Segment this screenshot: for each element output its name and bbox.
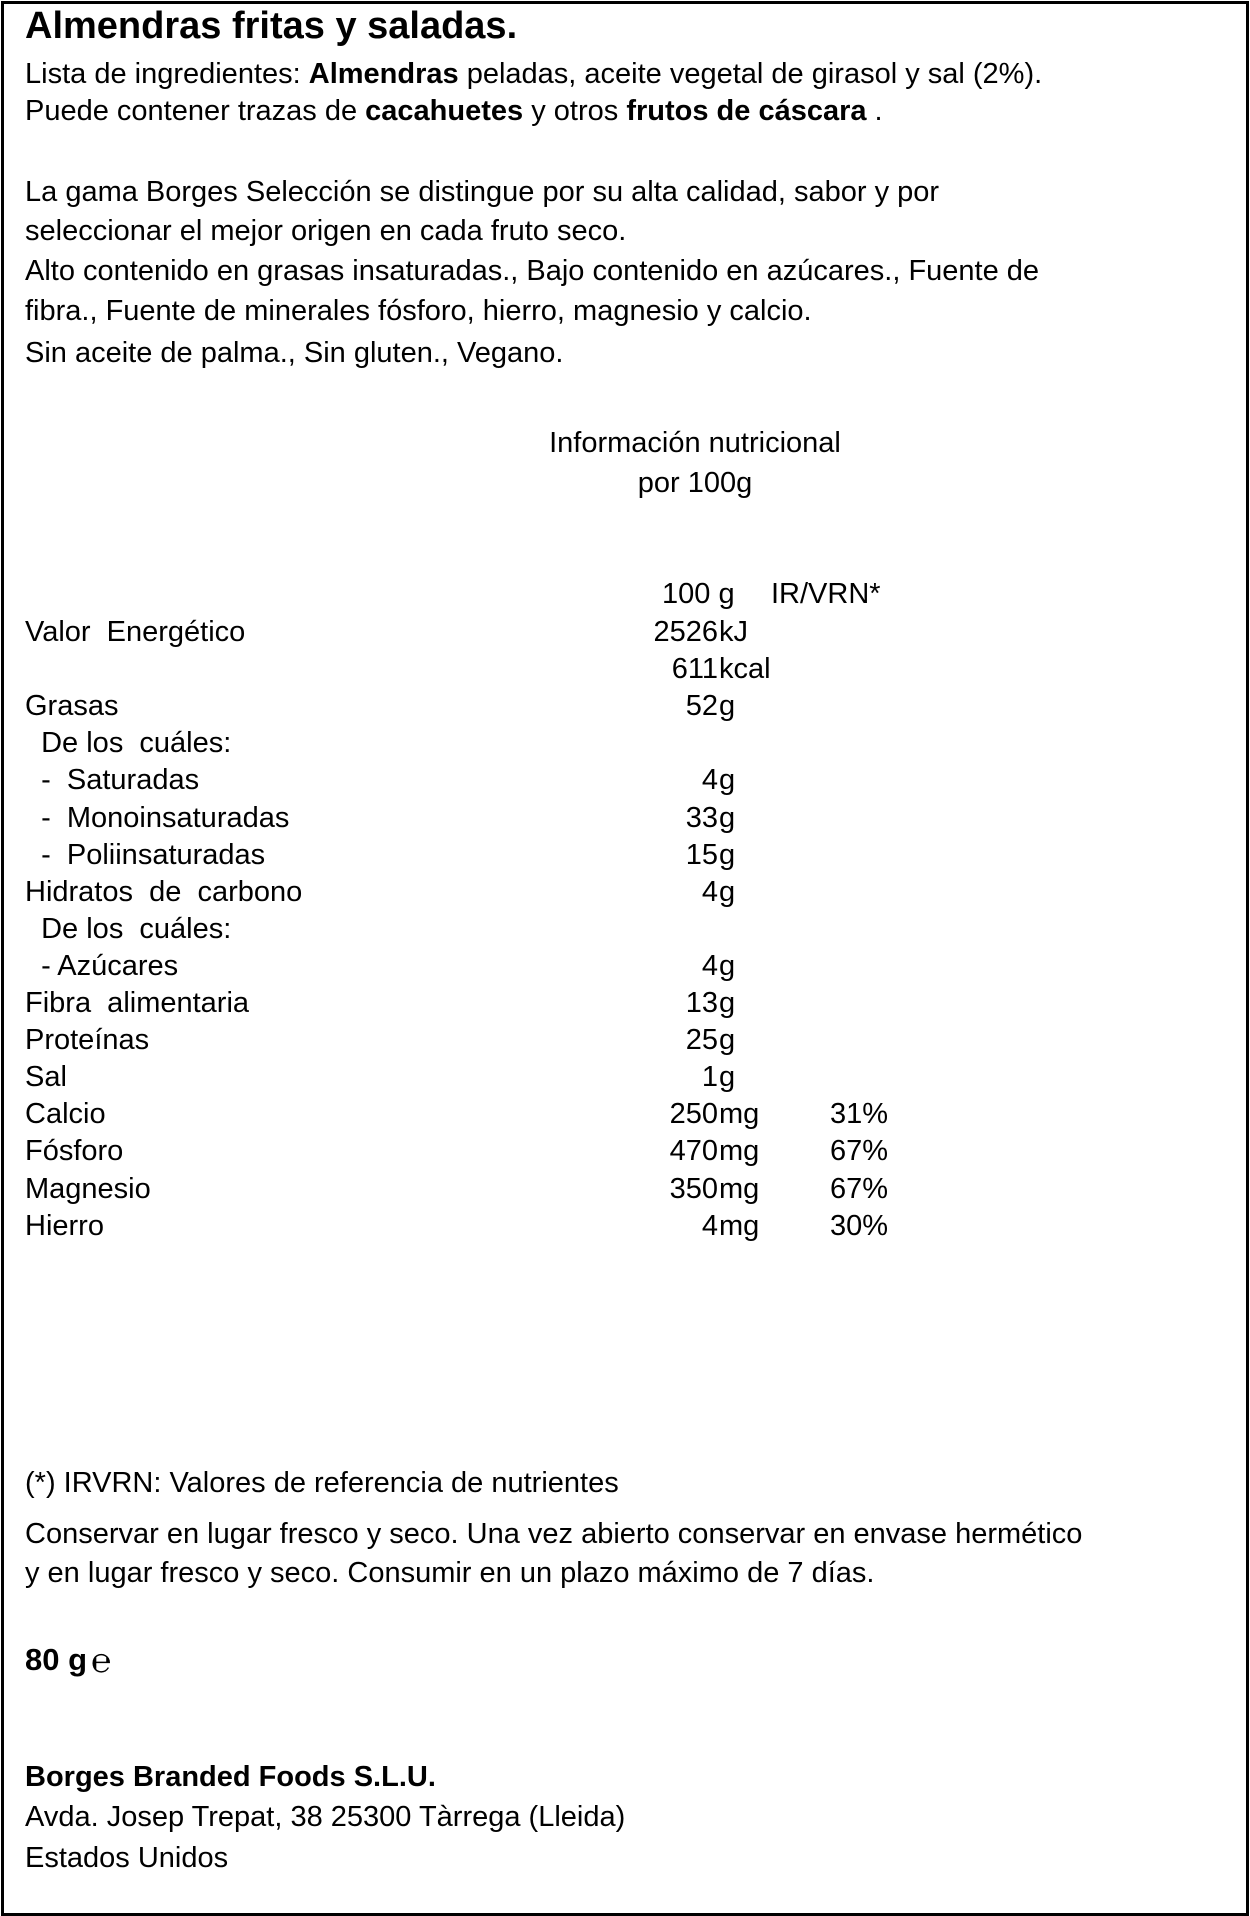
allergen-peanuts: cacahuetes xyxy=(365,95,524,127)
nutrient-label: Grasas xyxy=(25,690,119,722)
nutrient-label: Hierro xyxy=(25,1210,104,1242)
company-address: Avda. Josep Trepat, 38 25300 Tàrrega (Lleida) xyxy=(25,1801,626,1833)
nutrient-label: Calcio xyxy=(25,1098,106,1130)
nutrient-label: Fibra alimentaria xyxy=(25,987,250,1019)
nutrient-value: 4 xyxy=(701,764,718,796)
nutrient-label: Sal xyxy=(25,1061,67,1093)
nutrient-unit: g xyxy=(719,1061,736,1093)
company-name: Borges Branded Foods S.L.U. xyxy=(25,1761,436,1793)
nutrient-ir-percent: 31% xyxy=(830,1098,889,1130)
nutrient-unit: mg xyxy=(719,1210,760,1242)
nutrient-unit: g xyxy=(719,876,736,908)
description-line-5: Sin aceite de palma., Sin gluten., Vegano. xyxy=(25,337,564,369)
nutrient-value: 15 xyxy=(685,839,718,871)
nutrient-value: 4 xyxy=(701,1210,718,1242)
nutrient-unit: kJ xyxy=(719,616,748,648)
net-weight xyxy=(25,1640,111,1681)
description-line-2: seleccionar el mejor origen en cada fruto seco. xyxy=(25,215,627,247)
allergens-end: . xyxy=(866,95,883,127)
nutrient-ir-percent: 67% xyxy=(830,1173,889,1205)
nutrient-unit: mg xyxy=(719,1098,760,1130)
ingredients-rest: peladas, aceite vegetal de girasol y sal (2%). xyxy=(458,58,1043,90)
nutrient-value: 350 xyxy=(669,1173,718,1205)
nutrient-label: - Monoinsaturadas xyxy=(25,802,290,834)
description-line-1: La gama Borges Selección se distingue por su alta calidad, sabor y por xyxy=(25,176,940,208)
nutrient-unit: g xyxy=(719,764,736,796)
storage-line-2: y en lugar fresco y seco. Consumir en un plazo máximo de 7 días. xyxy=(25,1557,875,1589)
nutrient-ir-percent: 30% xyxy=(830,1210,889,1242)
nutrient-value: 52 xyxy=(685,690,718,722)
nutrient-label: De los cuáles: xyxy=(25,727,232,759)
ingredients-prefix: Lista de ingredientes: xyxy=(25,58,309,90)
nutrient-label: Proteínas xyxy=(25,1024,150,1056)
column-header-amount: 100 g xyxy=(662,578,735,610)
allergens-line xyxy=(25,91,883,131)
nutrient-value: 25 xyxy=(685,1024,718,1056)
nutrient-label: - Azúcares xyxy=(25,950,179,982)
nutrition-heading: Información nutricional xyxy=(549,427,841,459)
nutrient-unit: g xyxy=(719,839,736,871)
nutrient-value: 4 xyxy=(701,876,718,908)
description-line-4: fibra., Fuente de minerales fósforo, hierro, magnesio y calcio. xyxy=(25,295,812,327)
nutrient-unit: kcal xyxy=(719,653,771,685)
storage-line-1: Conservar en lugar fresco y seco. Una vez abierto conservar en envase hermético xyxy=(25,1518,1083,1550)
nutrient-value: 13 xyxy=(685,987,718,1019)
net-weight-value: 80 g xyxy=(25,1642,88,1677)
nutrient-label: Valor Energético xyxy=(25,616,246,648)
nutrient-unit: g xyxy=(719,987,736,1019)
nutrient-value: 470 xyxy=(669,1135,718,1167)
nutrient-label: - Poliinsaturadas xyxy=(25,839,266,871)
nutrient-value: 611 xyxy=(671,653,718,685)
nutrition-subheading: por 100g xyxy=(637,467,753,499)
allergen-nuts: frutos de cáscara xyxy=(626,95,867,127)
nutrient-label: Magnesio xyxy=(25,1173,151,1205)
nutrient-unit: g xyxy=(719,950,736,982)
nutrient-label: Hidratos de carbono xyxy=(25,876,303,908)
nutrient-value: 33 xyxy=(685,802,718,834)
company-country: Estados Unidos xyxy=(25,1842,229,1874)
nutrient-label: De los cuáles: xyxy=(25,913,232,945)
nutrient-value: 1 xyxy=(701,1061,718,1093)
nutrient-ir-percent: 67% xyxy=(830,1135,889,1167)
nutrient-label: Fósforo xyxy=(25,1135,124,1167)
nutrient-unit: g xyxy=(719,802,736,834)
nutrient-unit: mg xyxy=(719,1173,760,1205)
product-title: Almendras fritas y saladas. xyxy=(25,5,518,47)
ingredients-main: Almendras xyxy=(308,58,459,90)
footnote: (*) IRVRN: Valores de referencia de nutrientes xyxy=(25,1467,619,1499)
column-header-ir: IR/VRN* xyxy=(771,578,881,610)
nutrient-value: 2526 xyxy=(653,616,718,648)
ingredients-line xyxy=(25,54,1042,94)
nutrient-label: - Saturadas xyxy=(25,764,200,796)
nutrient-value: 250 xyxy=(669,1098,718,1130)
description-line-3: Alto contenido en grasas insaturadas., Bajo contenido en azúcares., Fuente de xyxy=(25,255,1040,287)
nutrient-unit: g xyxy=(719,1024,736,1056)
nutrient-unit: g xyxy=(719,690,736,722)
nutrient-value: 4 xyxy=(701,950,718,982)
allergens-mid: y otros xyxy=(523,95,627,127)
nutrient-unit: mg xyxy=(719,1135,760,1167)
estimated-sign-icon: ℮ xyxy=(91,1641,112,1681)
allergens-prefix: Puede contener trazas de xyxy=(25,95,366,127)
